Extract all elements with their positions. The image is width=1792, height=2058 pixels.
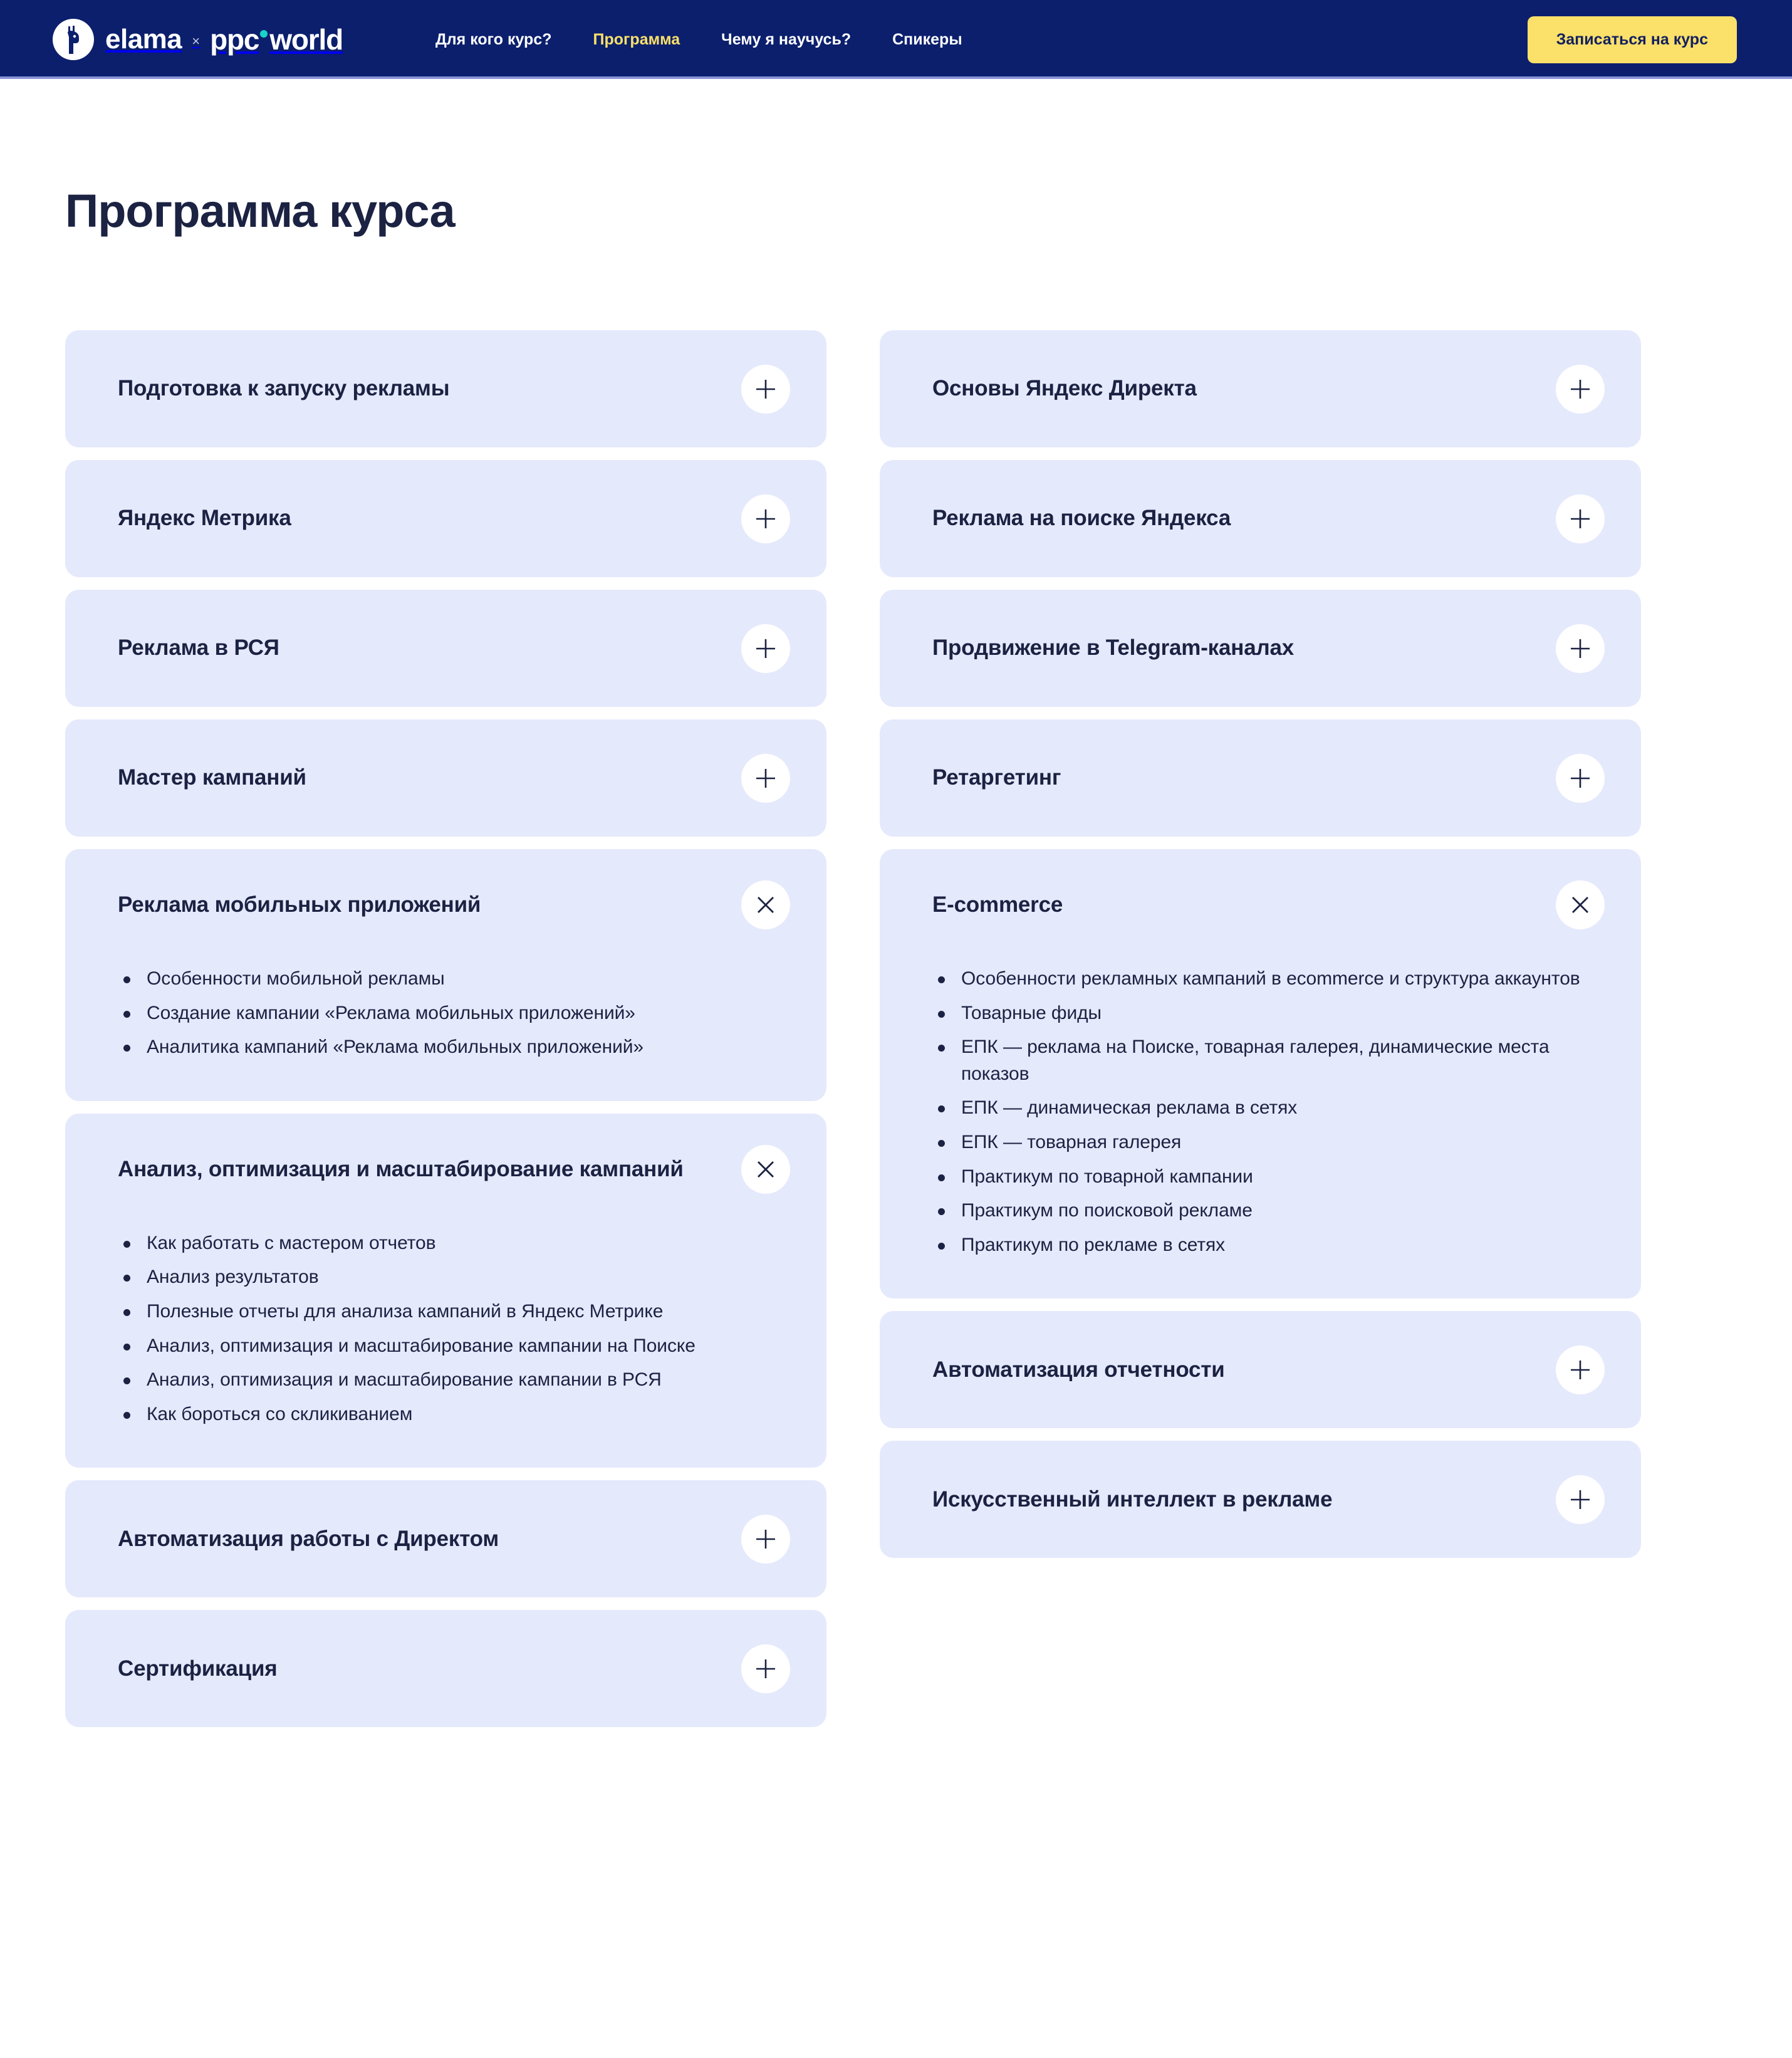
lesson-item: Особенности мобильной рекламы bbox=[118, 966, 790, 993]
accordion-header[interactable] bbox=[932, 719, 1605, 837]
accordion-item-left-8[interactable] bbox=[65, 1610, 826, 1727]
lesson-item: Полезные отчеты для анализа кампаний в Яндекс Метрике bbox=[118, 1298, 790, 1325]
program-column-right bbox=[880, 330, 1641, 1558]
lesson-item: Анализ, оптимизация и масштабирование кампании в РСЯ bbox=[118, 1367, 790, 1394]
lesson-list bbox=[118, 1230, 790, 1428]
close-icon[interactable] bbox=[741, 1145, 790, 1194]
program-column-left bbox=[65, 330, 826, 1727]
accordion-title: Подготовка к запуску рекламы bbox=[118, 376, 450, 401]
accordion-item-right-2[interactable] bbox=[880, 460, 1641, 577]
lesson-list bbox=[118, 966, 790, 1061]
accordion-item-left-4[interactable] bbox=[65, 719, 826, 837]
main-nav bbox=[435, 31, 962, 49]
brand-ppcworld-text bbox=[210, 25, 343, 54]
lesson-item: ЕПК — реклама на Поиске, товарная галерея, динамические места показов bbox=[932, 1034, 1605, 1087]
accordion-title: Ретаргетинг bbox=[932, 765, 1061, 790]
accordion-header[interactable] bbox=[118, 330, 790, 447]
accordion-item-right-5[interactable] bbox=[880, 849, 1641, 1298]
plus-icon[interactable] bbox=[741, 494, 790, 543]
brand-logo[interactable] bbox=[53, 19, 343, 60]
accordion-item-right-4[interactable] bbox=[880, 719, 1641, 837]
accordion-title: Мастер кампаний bbox=[118, 765, 306, 790]
accordion-header[interactable] bbox=[932, 849, 1605, 961]
accordion-title: Реклама в РСЯ bbox=[118, 635, 279, 661]
lesson-list bbox=[932, 966, 1605, 1258]
accordion-title: Основы Яндекс Директа bbox=[932, 376, 1197, 401]
enroll-course-button[interactable]: Записаться на курс bbox=[1528, 16, 1737, 63]
plus-icon[interactable] bbox=[1556, 1345, 1605, 1394]
accordion-header[interactable] bbox=[118, 849, 790, 961]
accordion-header[interactable] bbox=[118, 1114, 790, 1225]
brand-ppc-text: ppc bbox=[210, 23, 259, 56]
accordion-item-left-3[interactable] bbox=[65, 590, 826, 707]
header-bottom-border bbox=[0, 76, 1792, 79]
accordion-header[interactable] bbox=[118, 1480, 790, 1597]
lesson-item: ЕПК — товарная галерея bbox=[932, 1129, 1605, 1156]
lesson-item: Как работать с мастером отчетов bbox=[118, 1230, 790, 1257]
accordion-title: Автоматизация работы с Директом bbox=[118, 1526, 499, 1551]
lesson-item: Как бороться со скликиванием bbox=[118, 1401, 790, 1428]
brand-elama-text: elama bbox=[105, 24, 182, 55]
accordion-title: Автоматизация отчетности bbox=[932, 1357, 1225, 1382]
accordion-title: E-commerce bbox=[932, 892, 1063, 917]
plus-icon[interactable] bbox=[1556, 754, 1605, 803]
plus-icon[interactable] bbox=[741, 754, 790, 803]
plus-icon[interactable] bbox=[1556, 365, 1605, 414]
accordion-item-right-3[interactable] bbox=[880, 590, 1641, 707]
plus-icon[interactable] bbox=[741, 1644, 790, 1693]
accordion-title: Искусственный интеллект в рекламе bbox=[932, 1486, 1333, 1512]
accordion-item-left-1[interactable] bbox=[65, 330, 826, 447]
elama-llama-logo-icon bbox=[53, 19, 94, 60]
lesson-item: Создание кампании «Реклама мобильных приложений» bbox=[118, 1000, 790, 1027]
lesson-item: Практикум по рекламе в сетях bbox=[932, 1232, 1605, 1259]
nav-link-for-whom[interactable]: Для кого курс? bbox=[435, 30, 552, 48]
page-title: Программа курса bbox=[65, 185, 455, 237]
accordion-item-right-1[interactable] bbox=[880, 330, 1641, 447]
accordion-header[interactable] bbox=[932, 590, 1605, 707]
lesson-item: Практикум по поисковой рекламе bbox=[932, 1198, 1605, 1225]
program-page bbox=[0, 184, 1792, 1752]
plus-icon[interactable] bbox=[741, 1515, 790, 1564]
accordion-item-right-6[interactable] bbox=[880, 1311, 1641, 1428]
plus-icon[interactable] bbox=[1556, 494, 1605, 543]
page-bottom-spacer bbox=[53, 1727, 1737, 1752]
accordion-body bbox=[118, 1225, 790, 1428]
accordion-title: Анализ, оптимизация и масштабирование кампаний bbox=[118, 1156, 684, 1181]
plus-icon[interactable] bbox=[1556, 624, 1605, 673]
accordion-header[interactable] bbox=[932, 330, 1605, 447]
accordion-header[interactable] bbox=[932, 1441, 1605, 1558]
accordion-body bbox=[932, 961, 1605, 1258]
lesson-item: Анализ результатов bbox=[118, 1264, 790, 1291]
lesson-item: Анализ, оптимизация и масштабирование кампании на Поиске bbox=[118, 1333, 790, 1360]
program-accordion-grid bbox=[53, 330, 1737, 1727]
plus-icon[interactable] bbox=[741, 624, 790, 673]
accordion-title: Реклама на поиске Яндекса bbox=[932, 506, 1231, 531]
lesson-item: Аналитика кампаний «Реклама мобильных приложений» bbox=[118, 1034, 790, 1061]
accordion-header[interactable] bbox=[118, 1610, 790, 1727]
accordion-item-left-6[interactable] bbox=[65, 1114, 826, 1468]
accordion-header[interactable] bbox=[932, 1311, 1605, 1428]
site-header bbox=[0, 0, 1792, 79]
accordion-header[interactable] bbox=[118, 719, 790, 837]
brand-world-text: world bbox=[269, 23, 343, 56]
nav-link-program[interactable]: Программа bbox=[593, 30, 680, 48]
accordion-header[interactable] bbox=[932, 460, 1605, 577]
lesson-item: ЕПК — динамическая реклама в сетях bbox=[932, 1095, 1605, 1122]
accordion-item-right-7[interactable] bbox=[880, 1441, 1641, 1558]
accordion-header[interactable] bbox=[118, 460, 790, 577]
close-icon[interactable] bbox=[1556, 880, 1605, 929]
lesson-item: Особенности рекламных кампаний в ecommerce и структура аккаунтов bbox=[932, 966, 1605, 993]
accordion-item-left-2[interactable] bbox=[65, 460, 826, 577]
accordion-title: Реклама мобильных приложений bbox=[118, 892, 481, 917]
brand-accent-dot-icon bbox=[260, 30, 268, 38]
lesson-item: Практикум по товарной кампании bbox=[932, 1164, 1605, 1191]
lesson-item: Товарные фиды bbox=[932, 1000, 1605, 1027]
accordion-title: Продвижение в Telegram-каналах bbox=[932, 635, 1295, 661]
accordion-title: Яндекс Метрика bbox=[118, 506, 291, 531]
close-icon[interactable] bbox=[741, 880, 790, 929]
accordion-item-left-7[interactable] bbox=[65, 1480, 826, 1597]
plus-icon[interactable] bbox=[1556, 1475, 1605, 1524]
accordion-body bbox=[118, 961, 790, 1061]
plus-icon[interactable] bbox=[741, 365, 790, 414]
accordion-header[interactable] bbox=[118, 590, 790, 707]
accordion-item-left-5[interactable] bbox=[65, 849, 826, 1101]
nav-link-speakers[interactable]: Спикеры bbox=[892, 30, 962, 48]
nav-link-what-learn[interactable]: Чему я научусь? bbox=[721, 30, 852, 48]
accordion-title: Сертификация bbox=[118, 1656, 278, 1681]
brand-separator: × bbox=[192, 33, 201, 49]
